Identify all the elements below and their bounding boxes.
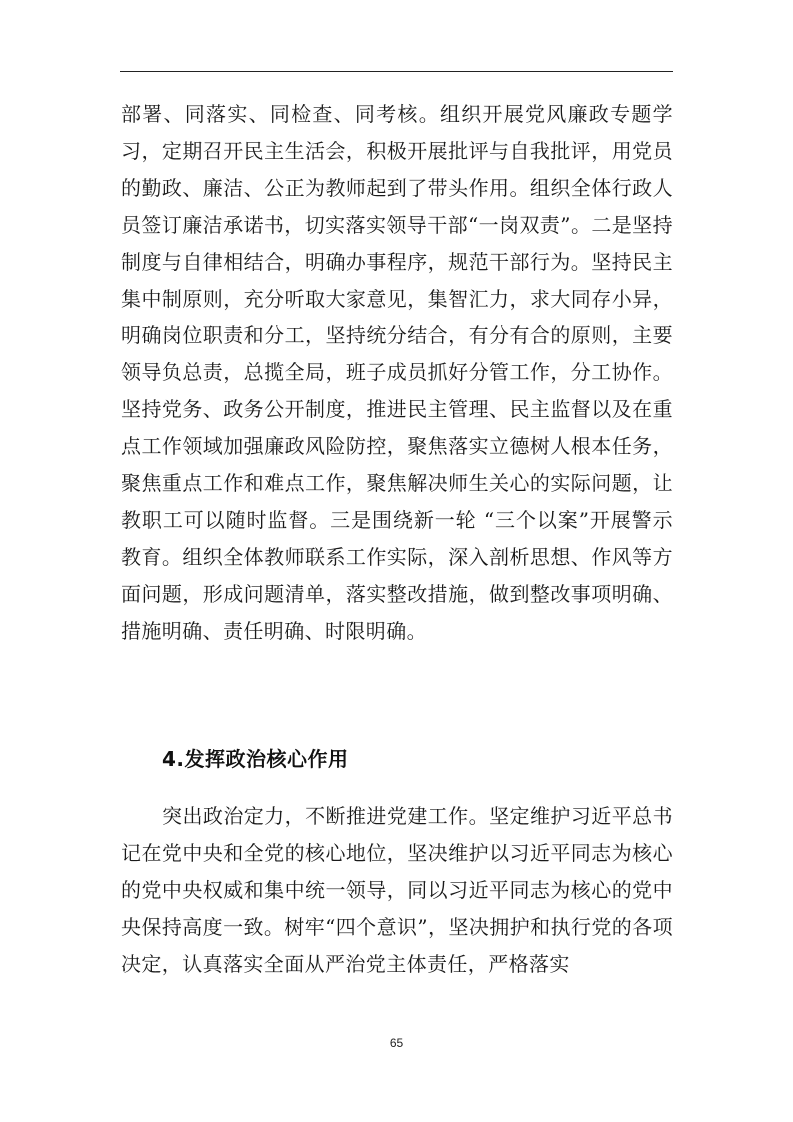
header-rule bbox=[120, 71, 673, 72]
section-heading: 4.发挥政治核心作用 bbox=[162, 747, 349, 771]
body-paragraph-1: 部署、同落实、同检查、同考核。组织开展党风廉政专题学习，定期召开民主生活会，积极开展批评与自我批评，用党员的勤政、廉洁、公正为教师起到了带头作用。组织全体行政人员签订廉洁承诺书，切实落实领导干部“一岗双责”。二是坚持制度与自律相结合，明确办事程序，规范干部行为。坚持民主集中制原则，充分听取大家意见，集智汇力，求大同存小异，明确岗位职责和分工，坚持统分结合，有分有合的原则，主要领导负总责，总揽全局，班子成员抓好分管工作，分工协作。坚持党务、政务公开制度，推进民主管理、民主监督以及在重点工作领域加强廉政风险防控，聚焦落实立德树人根本任务，聚焦重点工作和难点工作，聚焦解决师生关心的实际问题，让教职工可以随时监督。三是围绕新一轮 “三个以案”开展警示教育。组织全体教师联系工作实际，深入剖析思想、作风等方面问题，形成问题清单，落实整改措施，做到整改事项明确、措施明确、责任明确、时限明确。 bbox=[121, 102, 673, 643]
page-number: 65 bbox=[389, 1036, 404, 1050]
body-paragraph-2: 突出政治定力，不断推进党建工作。坚定维护习近平总书记在党中央和全党的核心地位，坚决维护以习近平同志为核心的党中央权威和集中统一领导，同以习近平同志为核心的党中央保持高度一致。树牢“四个意识”，坚决拥护和执行党的各项决定，认真落实全面从严治党主体责任，严格落实 bbox=[121, 804, 673, 976]
